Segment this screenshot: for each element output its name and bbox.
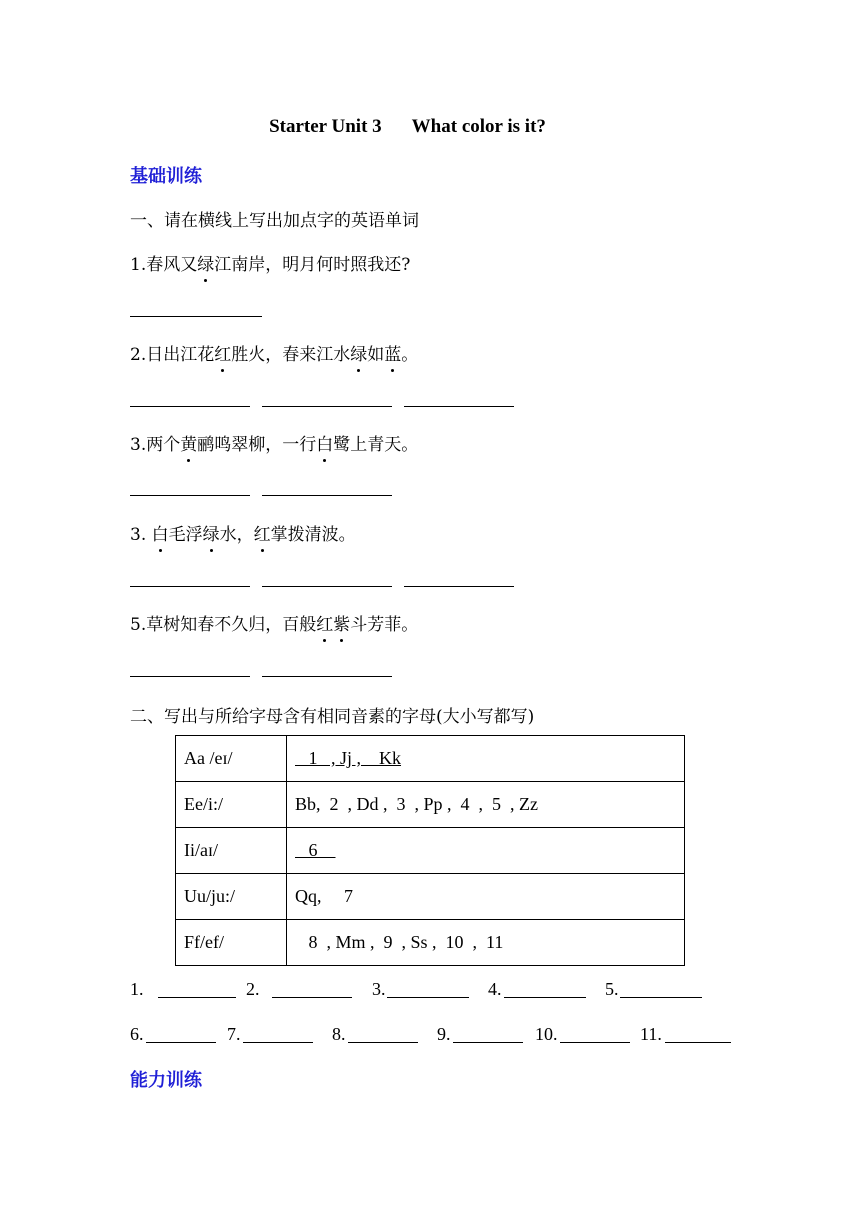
dotted-char: 红 xyxy=(316,615,334,635)
dotted-char: 绿 xyxy=(197,255,215,275)
page-title xyxy=(0,116,815,138)
answer-blank[interactable] xyxy=(560,1042,630,1043)
letter-blanks[interactable]: Qq, 7 xyxy=(287,874,685,920)
answer-blank[interactable] xyxy=(453,1042,523,1043)
answer-blank[interactable] xyxy=(404,406,514,407)
section-basic-training: 基础训练 xyxy=(130,166,202,187)
title-question: What color is it? xyxy=(411,116,546,137)
answer-blank[interactable] xyxy=(620,997,702,998)
letter-blanks[interactable]: 1 , Jj , Kk xyxy=(287,736,685,782)
answer-blank[interactable] xyxy=(665,1042,731,1043)
answer-blank[interactable] xyxy=(348,1042,418,1043)
phonics-table xyxy=(175,735,685,966)
answer-blank[interactable] xyxy=(130,676,250,677)
answer-blank[interactable] xyxy=(130,495,250,496)
letter-blanks[interactable]: 6 xyxy=(287,828,685,874)
answer-blank[interactable] xyxy=(262,586,392,587)
letter-blanks[interactable]: Bb, 2 , Dd , 3 , Pp , 4 , 5 , Zz xyxy=(287,782,685,828)
letter-label: Aa /eɪ/ xyxy=(176,736,287,782)
poem-line-1: 1.春风又绿江南岸，明月何时照我还? xyxy=(130,255,411,275)
answer-label-6: 6. xyxy=(130,1024,144,1044)
poem-line-4: 3. 白毛浮绿水，红掌拨清波。 xyxy=(130,525,356,545)
dotted-char: 绿 xyxy=(202,525,220,545)
answer-label-8: 8. xyxy=(332,1024,346,1044)
answer-label-9: 9. xyxy=(437,1024,451,1044)
table-row xyxy=(176,920,685,966)
answer-label-11: 11. xyxy=(640,1024,662,1044)
section-ability-training: 能力训练 xyxy=(130,1070,202,1091)
answer-blank[interactable] xyxy=(130,316,262,317)
letter-label: Ee/i:/ xyxy=(176,782,287,828)
letter-label: Ii/aɪ/ xyxy=(176,828,287,874)
poem-line-5: 5.草树知春不久归，百般红紫斗芳菲。 xyxy=(130,615,419,635)
dotted-char: 黄 xyxy=(180,435,198,455)
table-row xyxy=(176,736,685,782)
answer-blank[interactable] xyxy=(130,586,250,587)
answer-label-7: 7. xyxy=(227,1024,241,1044)
answer-blank[interactable] xyxy=(146,1042,216,1043)
table-row xyxy=(176,828,685,874)
answer-label-2: 2. xyxy=(246,979,260,999)
dotted-char: 白 xyxy=(316,435,334,455)
answer-blank[interactable] xyxy=(504,997,586,998)
answer-blank[interactable] xyxy=(404,586,514,587)
poem-line-3: 3.两个黄鹂鸣翠柳，一行白鹭上青天。 xyxy=(130,435,419,455)
part2-heading: 二、写出与所给字母含有相同音素的字母(大小写都写) xyxy=(130,707,535,727)
part1-heading: 一、请在横线上写出加点字的英语单词 xyxy=(130,211,419,231)
letter-label: Uu/ju:/ xyxy=(176,874,287,920)
table-row xyxy=(176,874,685,920)
table-row xyxy=(176,782,685,828)
answer-blank[interactable] xyxy=(158,997,236,998)
dotted-char: 紫 xyxy=(333,615,351,635)
poem-line-2: 2.日出江花红胜火，春来江水绿如蓝。 xyxy=(130,345,419,365)
dotted-char: 绿 xyxy=(350,345,368,365)
answer-blank[interactable] xyxy=(130,406,250,407)
answer-label-4: 4. xyxy=(488,979,502,999)
answer-label-3: 3. xyxy=(372,979,386,999)
dotted-char: 红 xyxy=(214,345,232,365)
dotted-char: 红 xyxy=(253,525,271,545)
answer-blank[interactable] xyxy=(262,676,392,677)
title-unit: Starter Unit 3 xyxy=(269,116,382,137)
answer-blank[interactable] xyxy=(262,406,392,407)
answer-label-5: 5. xyxy=(605,979,619,999)
answer-blank[interactable] xyxy=(272,997,352,998)
answer-blank[interactable] xyxy=(262,495,392,496)
answer-blank[interactable] xyxy=(243,1042,313,1043)
answer-label-1: 1. xyxy=(130,979,144,999)
dotted-char: 蓝 xyxy=(384,345,402,365)
answer-blank[interactable] xyxy=(387,997,469,998)
answer-label-10: 10. xyxy=(535,1024,558,1044)
letter-label: Ff/ef/ xyxy=(176,920,287,966)
dotted-char: 白 xyxy=(151,525,169,545)
letter-blanks[interactable]: 8 , Mm , 9 , Ss , 10 , 11 xyxy=(287,920,685,966)
